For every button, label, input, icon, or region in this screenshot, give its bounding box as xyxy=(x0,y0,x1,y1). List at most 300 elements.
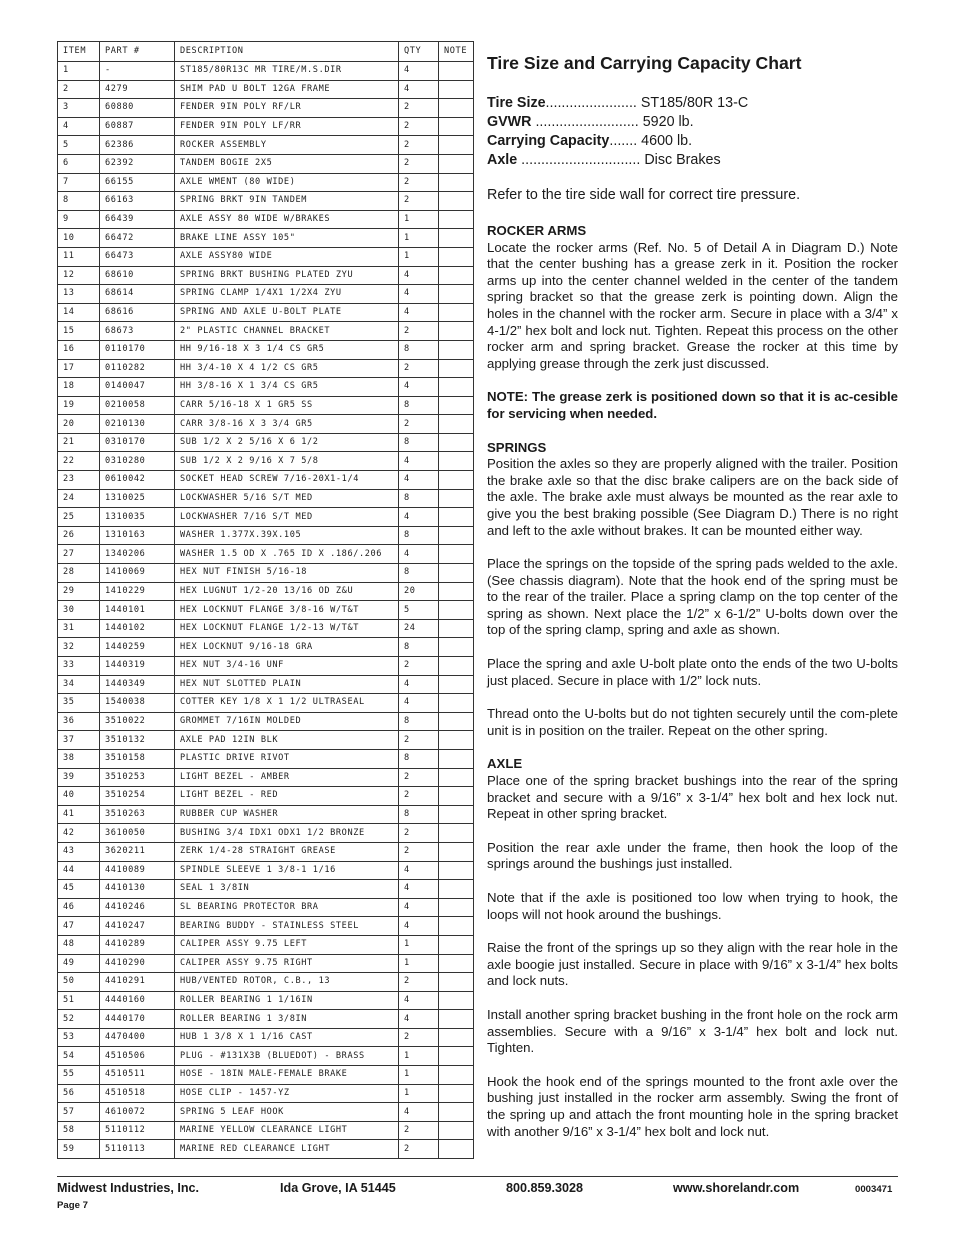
cell-note xyxy=(439,991,474,1010)
cell-part-number: 0610042 xyxy=(100,471,175,490)
cell-note xyxy=(439,80,474,99)
header-qty: QTY xyxy=(399,42,439,62)
cell-description: GROMMET 7/16IN MOLDED xyxy=(175,712,399,731)
table-row xyxy=(58,62,474,81)
cell-item: 46 xyxy=(58,898,100,917)
cell-part-number: 1440101 xyxy=(100,601,175,620)
cell-note xyxy=(439,935,474,954)
cell-note xyxy=(439,1103,474,1122)
table-row xyxy=(58,266,474,285)
cell-part-number: 1410229 xyxy=(100,582,175,601)
cell-note xyxy=(439,322,474,341)
note-label: NOTE xyxy=(487,389,524,405)
cell-part-number: 1310035 xyxy=(100,508,175,527)
cell-item: 8 xyxy=(58,192,100,211)
cell-item: 31 xyxy=(58,619,100,638)
cell-qty: 2 xyxy=(399,99,439,118)
cell-description: SPRING CLAMP 1/4X1 1/2X4 ZYU xyxy=(175,285,399,304)
table-row xyxy=(58,303,474,322)
cell-description: LOCKWASHER 7/16 S/T MED xyxy=(175,508,399,527)
cell-qty: 4 xyxy=(399,62,439,81)
cell-description: HH 3/4-10 X 4 1/2 CS GR5 xyxy=(175,359,399,378)
cell-note xyxy=(439,1028,474,1047)
table-row xyxy=(58,768,474,787)
cell-part-number: 3510263 xyxy=(100,805,175,824)
cell-item: 20 xyxy=(58,415,100,434)
cell-part-number: 4510511 xyxy=(100,1066,175,1085)
table-row xyxy=(58,564,474,583)
cell-item: 50 xyxy=(58,973,100,992)
cell-item: 16 xyxy=(58,340,100,359)
cell-part-number: 4410291 xyxy=(100,973,175,992)
table-row xyxy=(58,880,474,899)
cell-item: 51 xyxy=(58,991,100,1010)
cell-note xyxy=(439,471,474,490)
cell-description: AXLE ASSY 80 WIDE W/BRAKES xyxy=(175,210,399,229)
table-row xyxy=(58,229,474,248)
cell-qty: 4 xyxy=(399,452,439,471)
cell-qty: 4 xyxy=(399,1010,439,1029)
cell-note xyxy=(439,824,474,843)
spec-dots: ....... xyxy=(609,133,638,149)
cell-part-number: 0310170 xyxy=(100,433,175,452)
cell-part-number: 4410130 xyxy=(100,880,175,899)
cell-part-number: 0140047 xyxy=(100,378,175,397)
cell-note xyxy=(439,266,474,285)
cell-note xyxy=(439,340,474,359)
table-row xyxy=(58,1010,474,1029)
cell-item: 3 xyxy=(58,99,100,118)
springs-paragraph-2: Place the springs on the topside of the spring pads welded to the axle. (See chassis diagram). Note that the hook end of the spring must be to the rear of the trailer. Place a spring clamp on the top center of the spring as shown. Next place the 1/2” x 6-1/2” U-bolts down over the top of the spring clamp, spring and axle as shown. xyxy=(487,556,898,638)
table-row xyxy=(58,340,474,359)
cell-description: SUB 1/2 X 2 9/16 X 7 5/8 xyxy=(175,452,399,471)
cell-item: 26 xyxy=(58,526,100,545)
cell-note xyxy=(439,675,474,694)
cell-item: 14 xyxy=(58,303,100,322)
cell-qty: 2 xyxy=(399,1121,439,1140)
cell-qty: 1 xyxy=(399,954,439,973)
cell-description: HH 9/16-18 X 3 1/4 CS GR5 xyxy=(175,340,399,359)
cell-item: 47 xyxy=(58,917,100,936)
cell-item: 36 xyxy=(58,712,100,731)
table-row xyxy=(58,824,474,843)
cell-note xyxy=(439,526,474,545)
cell-part-number: 3620211 xyxy=(100,842,175,861)
cell-qty: 2 xyxy=(399,154,439,173)
cell-qty: 2 xyxy=(399,768,439,787)
spec-label: Carrying Capacity xyxy=(487,133,610,149)
axle-paragraph-2: Position the rear axle under the frame, then hook the loop of the springs around the bushings just installed. xyxy=(487,839,898,872)
cell-description: AXLE ASSY80 WIDE xyxy=(175,247,399,266)
cell-part-number: 1410069 xyxy=(100,564,175,583)
cell-note xyxy=(439,210,474,229)
cell-note xyxy=(439,1010,474,1029)
cell-description: MARINE YELLOW CLEARANCE LIGHT xyxy=(175,1121,399,1140)
footer-company: Midwest Industries, Inc. xyxy=(57,1181,200,1195)
cell-part-number: 1440349 xyxy=(100,675,175,694)
table-row xyxy=(58,489,474,508)
cell-part-number: 1340206 xyxy=(100,545,175,564)
cell-qty: 4 xyxy=(399,880,439,899)
cell-part-number: 0110282 xyxy=(100,359,175,378)
table-row xyxy=(58,545,474,564)
cell-description: SPRING 5 LEAF HOOK xyxy=(175,1103,399,1122)
footer-document-code: 0003471 xyxy=(855,1184,893,1195)
table-row xyxy=(58,526,474,545)
table-row xyxy=(58,117,474,136)
cell-item: 24 xyxy=(58,489,100,508)
cell-description: WASHER 1.5 OD X .765 ID X .186/.206 xyxy=(175,545,399,564)
cell-part-number: 3610050 xyxy=(100,824,175,843)
cell-description: HEX NUT FINISH 5/16-18 xyxy=(175,564,399,583)
rocker-arms-heading: ROCKER ARMS xyxy=(487,223,587,238)
cell-description: 2" PLASTIC CHANNEL BRACKET xyxy=(175,322,399,341)
cell-description: SOCKET HEAD SCREW 7/16-20X1-1/4 xyxy=(175,471,399,490)
cell-qty: 2 xyxy=(399,136,439,155)
cell-note xyxy=(439,768,474,787)
rocker-arms-paragraph: Locate the rocker arms (Ref. No. 5 of Detail A in Diagram D.) Note that the center bushing has a grease zerk in it. Position the rocker arms up into the center channel welded in the center of the tandem spring bracket so that the grease zerk is pointing down. Align the holes in the channel with the rocker arm. Secure in place with a 3/4” x 4-1/2” hex bolt and lock nut. Tighten. Repeat this process on the other rocker arm and spring bracket. Grease the rocker at this time by applying grease through the zerk just discussed. xyxy=(487,239,898,371)
table-row xyxy=(58,731,474,750)
spec-dots: ....................... xyxy=(545,95,637,111)
cell-item: 27 xyxy=(58,545,100,564)
cell-description: AXLE PAD 12IN BLK xyxy=(175,731,399,750)
cell-description: ROLLER BEARING 1 3/8IN xyxy=(175,1010,399,1029)
table-row xyxy=(58,973,474,992)
cell-description: HUB/VENTED ROTOR, C.B., 13 xyxy=(175,973,399,992)
cell-part-number: 66163 xyxy=(100,192,175,211)
cell-description: SPRING BRKT BUSHING PLATED ZYU xyxy=(175,266,399,285)
cell-part-number: 5110113 xyxy=(100,1140,175,1159)
table-row xyxy=(58,935,474,954)
cell-item: 30 xyxy=(58,601,100,620)
table-row xyxy=(58,1121,474,1140)
cell-description: TANDEM BOGIE 2X5 xyxy=(175,154,399,173)
table-row xyxy=(58,210,474,229)
cell-qty: 4 xyxy=(399,545,439,564)
cell-part-number: 0210130 xyxy=(100,415,175,434)
cell-item: 29 xyxy=(58,582,100,601)
springs-paragraph-3: Place the spring and axle U-bolt plate onto the ends of the two U-bolts just placed. Secure in place with 1/2” lock nuts. xyxy=(487,656,898,688)
spec-value: Disc Brakes xyxy=(644,152,721,168)
page-footer xyxy=(57,1181,898,1211)
cell-part-number: 62386 xyxy=(100,136,175,155)
cell-description: SUB 1/2 X 2 5/16 X 6 1/2 xyxy=(175,433,399,452)
table-row xyxy=(58,322,474,341)
table-row xyxy=(58,433,474,452)
cell-description: CALIPER ASSY 9.75 LEFT xyxy=(175,935,399,954)
table-row xyxy=(58,285,474,304)
cell-description: AXLE WMENT (80 WIDE) xyxy=(175,173,399,192)
cell-qty: 2 xyxy=(399,415,439,434)
cell-qty: 8 xyxy=(399,433,439,452)
cell-note xyxy=(439,898,474,917)
cell-description: BRAKE LINE ASSY 105" xyxy=(175,229,399,248)
cell-qty: 1 xyxy=(399,1066,439,1085)
axle-paragraph-4: Raise the front of the springs up so they align with the rear hole in the axle boogie just installed. Secure in place with 9/16” x 3-1/4” hex bolts and lock nuts. xyxy=(487,940,898,989)
cell-qty: 2 xyxy=(399,787,439,806)
cell-item: 6 xyxy=(58,154,100,173)
cell-item: 18 xyxy=(58,378,100,397)
cell-qty: 1 xyxy=(399,210,439,229)
table-row xyxy=(58,378,474,397)
cell-qty: 4 xyxy=(399,471,439,490)
cell-qty: 24 xyxy=(399,619,439,638)
axle-paragraph-3: Note that if the axle is positioned too low when trying to hook, the loops will not hook around the bushings. xyxy=(487,890,898,922)
table-row xyxy=(58,1028,474,1047)
cell-description: ROCKER ASSEMBLY xyxy=(175,136,399,155)
cell-item: 32 xyxy=(58,638,100,657)
cell-item: 10 xyxy=(58,229,100,248)
cell-part-number: 66155 xyxy=(100,173,175,192)
cell-item: 43 xyxy=(58,842,100,861)
table-row xyxy=(58,396,474,415)
cell-item: 15 xyxy=(58,322,100,341)
cell-part-number: 1440102 xyxy=(100,619,175,638)
header-row xyxy=(58,42,474,62)
table-row xyxy=(58,991,474,1010)
cell-note xyxy=(439,657,474,676)
springs-paragraph-4: Thread onto the U-bolts but do not tighten securely until the com-plete unit is in position on the trailer. Repeat on the other spring. xyxy=(487,706,898,738)
cell-qty: 8 xyxy=(399,396,439,415)
cell-note xyxy=(439,787,474,806)
spec-label: Axle xyxy=(487,152,518,168)
cell-item: 23 xyxy=(58,471,100,490)
axle-paragraph-1: Place one of the spring bracket bushings into the rear of the spring bracket and secure with a 9/16” x 3-1/4” hex bolt and hex lock nut. Repeat in other spring bracket. xyxy=(487,773,898,822)
cell-note xyxy=(439,452,474,471)
cell-item: 38 xyxy=(58,749,100,768)
cell-note xyxy=(439,1084,474,1103)
cell-description: HEX NUT 3/4-16 UNF xyxy=(175,657,399,676)
cell-item: 49 xyxy=(58,954,100,973)
cell-qty: 2 xyxy=(399,322,439,341)
cell-item: 11 xyxy=(58,247,100,266)
cell-qty: 8 xyxy=(399,749,439,768)
cell-item: 40 xyxy=(58,787,100,806)
table-row xyxy=(58,1066,474,1085)
cell-item: 17 xyxy=(58,359,100,378)
cell-qty: 4 xyxy=(399,898,439,917)
spec-label: Tire Size xyxy=(487,95,546,111)
cell-qty: 4 xyxy=(399,80,439,99)
footer-website: www.shorelandr.com xyxy=(673,1181,800,1195)
cell-part-number: 3510022 xyxy=(100,712,175,731)
cell-note xyxy=(439,842,474,861)
cell-note xyxy=(439,285,474,304)
header-part-number: PART # xyxy=(100,42,175,62)
cell-qty: 4 xyxy=(399,266,439,285)
cell-item: 56 xyxy=(58,1084,100,1103)
axle-heading: AXLE xyxy=(487,756,523,772)
cell-description: FENDER 9IN POLY LF/RR xyxy=(175,117,399,136)
table-row xyxy=(58,601,474,620)
cell-item: 55 xyxy=(58,1066,100,1085)
cell-item: 44 xyxy=(58,861,100,880)
cell-note xyxy=(439,1121,474,1140)
cell-part-number: 60887 xyxy=(100,117,175,136)
cell-item: 41 xyxy=(58,805,100,824)
footer-divider xyxy=(57,1176,898,1177)
cell-item: 22 xyxy=(58,452,100,471)
cell-description: PLUG - #131X3B (BLUEDOT) - BRASS xyxy=(175,1047,399,1066)
table-row xyxy=(58,917,474,936)
cell-part-number: - xyxy=(100,62,175,81)
cell-item: 9 xyxy=(58,210,100,229)
cell-qty: 4 xyxy=(399,285,439,304)
cell-item: 54 xyxy=(58,1047,100,1066)
cell-item: 12 xyxy=(58,266,100,285)
cell-note xyxy=(439,954,474,973)
cell-note xyxy=(439,638,474,657)
cell-qty: 2 xyxy=(399,1140,439,1159)
cell-part-number: 4440160 xyxy=(100,991,175,1010)
cell-item: 37 xyxy=(58,731,100,750)
cell-qty: 2 xyxy=(399,731,439,750)
cell-note xyxy=(439,247,474,266)
footer-city: Ida Grove, IA 51445 xyxy=(280,1181,396,1195)
cell-part-number: 4510506 xyxy=(100,1047,175,1066)
cell-description: RUBBER CUP WASHER xyxy=(175,805,399,824)
cell-qty: 2 xyxy=(399,973,439,992)
cell-qty: 1 xyxy=(399,229,439,248)
cell-part-number: 4279 xyxy=(100,80,175,99)
cell-item: 4 xyxy=(58,117,100,136)
cell-part-number: 3510158 xyxy=(100,749,175,768)
cell-part-number: 1440319 xyxy=(100,657,175,676)
capacity-and-instructions xyxy=(487,52,898,1157)
cell-item: 34 xyxy=(58,675,100,694)
cell-part-number: 66473 xyxy=(100,247,175,266)
spec-dots: .............................. xyxy=(517,152,641,168)
table-row xyxy=(58,954,474,973)
cell-note xyxy=(439,545,474,564)
cell-part-number: 0210058 xyxy=(100,396,175,415)
table-row xyxy=(58,787,474,806)
cell-part-number: 4410247 xyxy=(100,917,175,936)
table-row xyxy=(58,657,474,676)
cell-part-number: 62392 xyxy=(100,154,175,173)
table-row xyxy=(58,99,474,118)
cell-part-number: 1540038 xyxy=(100,694,175,713)
cell-note xyxy=(439,229,474,248)
cell-note xyxy=(439,154,474,173)
cell-description: HEX LUGNUT 1/2-20 13/16 OD Z&U xyxy=(175,582,399,601)
cell-qty: 4 xyxy=(399,861,439,880)
cell-note xyxy=(439,564,474,583)
cell-description: SPRING BRKT 9IN TANDEM xyxy=(175,192,399,211)
table-row xyxy=(58,861,474,880)
cell-qty: 4 xyxy=(399,991,439,1010)
cell-note xyxy=(439,749,474,768)
cell-note xyxy=(439,619,474,638)
cell-note xyxy=(439,396,474,415)
table-row xyxy=(58,136,474,155)
cell-qty: 2 xyxy=(399,1028,439,1047)
cell-part-number: 1310163 xyxy=(100,526,175,545)
cell-item: 57 xyxy=(58,1103,100,1122)
cell-note xyxy=(439,805,474,824)
cell-note xyxy=(439,1047,474,1066)
cell-item: 45 xyxy=(58,880,100,899)
cell-item: 2 xyxy=(58,80,100,99)
cell-part-number: 4410290 xyxy=(100,954,175,973)
cell-item: 21 xyxy=(58,433,100,452)
cell-description: COTTER KEY 1/8 X 1 1/2 ULTRASEAL xyxy=(175,694,399,713)
cell-note xyxy=(439,694,474,713)
cell-note xyxy=(439,415,474,434)
cell-description: SEAL 1 3/8IN xyxy=(175,880,399,899)
cell-item: 1 xyxy=(58,62,100,81)
cell-part-number: 3510132 xyxy=(100,731,175,750)
cell-part-number: 66439 xyxy=(100,210,175,229)
cell-qty: 8 xyxy=(399,712,439,731)
cell-note xyxy=(439,117,474,136)
cell-item: 25 xyxy=(58,508,100,527)
grease-zerk-note xyxy=(487,389,898,422)
cell-part-number: 3510254 xyxy=(100,787,175,806)
spec-tire-size xyxy=(487,94,898,113)
table-row xyxy=(58,582,474,601)
cell-qty: 4 xyxy=(399,1103,439,1122)
cell-note xyxy=(439,1140,474,1159)
cell-description: CALIPER ASSY 9.75 RIGHT xyxy=(175,954,399,973)
cell-description: MARINE RED CLEARANCE LIGHT xyxy=(175,1140,399,1159)
spec-carrying-capacity xyxy=(487,132,898,151)
table-row xyxy=(58,619,474,638)
cell-note xyxy=(439,359,474,378)
table-row xyxy=(58,471,474,490)
springs-paragraph-1: Position the axles so they are properly aligned with the trailer. Position the brake axle so that the disc brake calipers are on the back side of the axle. The brake axle must always be mounted as the rear axle to give you the best braking possible (See Diagram D.) There is no right and left to the axle without brakes. It can be mounted either way. xyxy=(487,456,898,538)
cell-note xyxy=(439,1066,474,1085)
table-row xyxy=(58,1103,474,1122)
cell-item: 5 xyxy=(58,136,100,155)
springs-heading: SPRINGS xyxy=(487,439,547,455)
cell-qty: 2 xyxy=(399,359,439,378)
cell-description: BEARING BUDDY - STAINLESS STEEL xyxy=(175,917,399,936)
cell-qty: 1 xyxy=(399,935,439,954)
cell-description: ROLLER BEARING 1 1/16IN xyxy=(175,991,399,1010)
cell-qty: 4 xyxy=(399,303,439,322)
cell-part-number: 1310025 xyxy=(100,489,175,508)
spec-label: GVWR xyxy=(487,114,532,130)
cell-part-number: 3510253 xyxy=(100,768,175,787)
cell-note xyxy=(439,433,474,452)
cell-description: SL BEARING PROTECTOR BRA xyxy=(175,898,399,917)
cell-description: FENDER 9IN POLY RF/LR xyxy=(175,99,399,118)
cell-part-number: 4440170 xyxy=(100,1010,175,1029)
chart-title: Tire Size and Carrying Capacity Chart xyxy=(487,53,802,73)
cell-item: 58 xyxy=(58,1121,100,1140)
table-row xyxy=(58,842,474,861)
spec-gvwr xyxy=(487,113,898,132)
cell-part-number: 60880 xyxy=(100,99,175,118)
cell-note xyxy=(439,173,474,192)
cell-description: SHIM PAD U BOLT 12GA FRAME xyxy=(175,80,399,99)
cell-part-number: 4410089 xyxy=(100,861,175,880)
footer-page-number: Page 7 xyxy=(57,1200,88,1211)
parts-table-header xyxy=(58,42,474,62)
cell-note xyxy=(439,489,474,508)
table-row xyxy=(58,415,474,434)
cell-qty: 8 xyxy=(399,340,439,359)
table-row xyxy=(58,1047,474,1066)
cell-item: 39 xyxy=(58,768,100,787)
cell-description: HEX NUT SLOTTED PLAIN xyxy=(175,675,399,694)
table-row xyxy=(58,712,474,731)
cell-description: HEX LOCKNUT FLANGE 1/2-13 W/T&T xyxy=(175,619,399,638)
cell-qty: 4 xyxy=(399,675,439,694)
spec-dots: .......................... xyxy=(531,114,639,130)
cell-description: LIGHT BEZEL - AMBER xyxy=(175,768,399,787)
